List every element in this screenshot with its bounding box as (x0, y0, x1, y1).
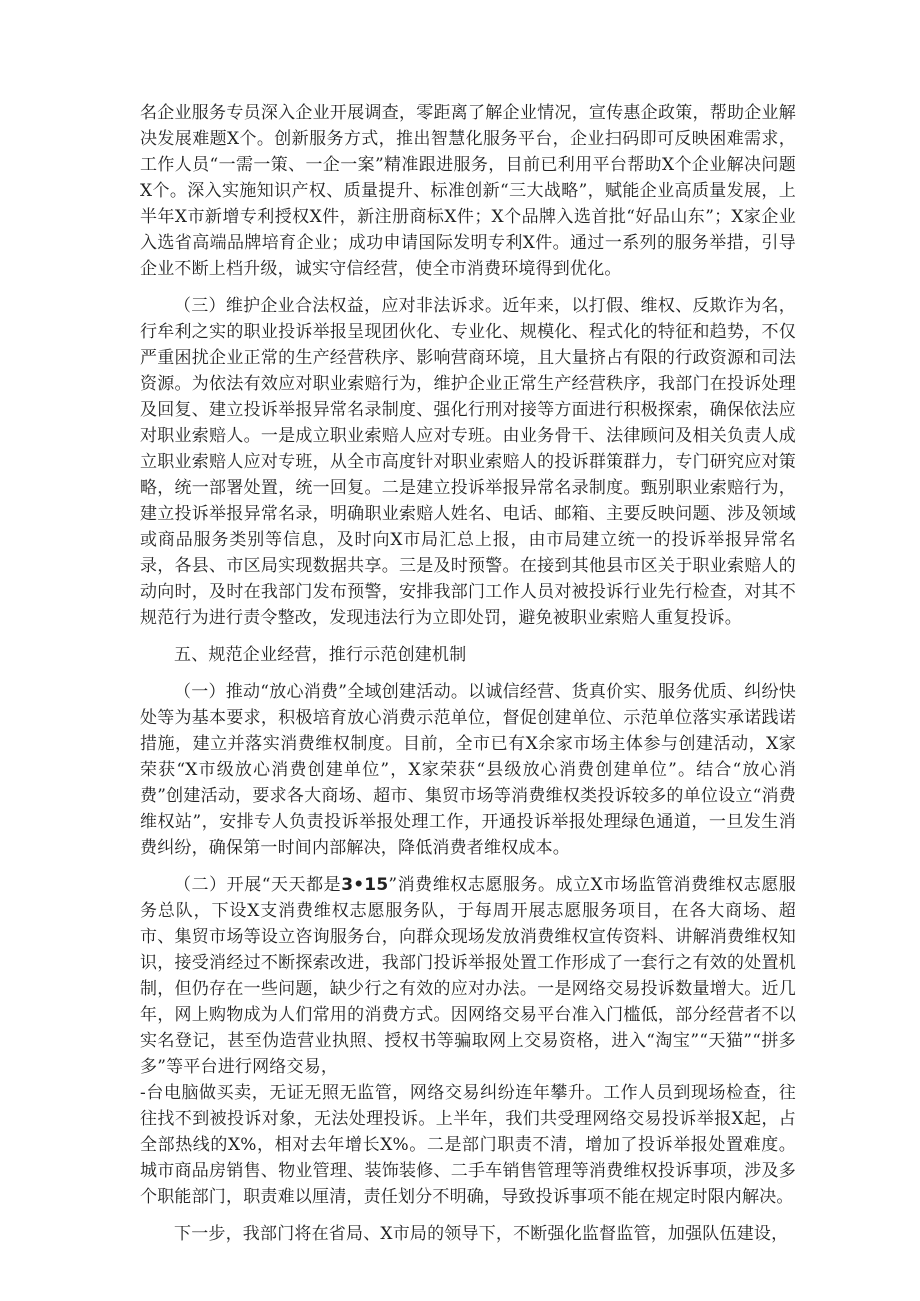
section-heading-five: 五、规范企业经营，推行示范创建机制 (174, 645, 467, 665)
paragraph-protect-rights: （三）维护企业合法权益，应对非法诉求。近年来，以打假、维权、反欺诈为名，行牟利之实的职业投诉举报呈现团伙化、专业化、规模化、程式化的特征和趋势，不仅严重困扰企业正常的生产经营秩序、影响营商环境，且大量挤占有限的行政资源和司法资源。为依法有效应对职业索赔行为，维护企业正常生产经营秩序，我部门在投诉处理及回复、建立投诉举报异常名录制度、强化行刑对接等方面进行积极探索，确保依法应对职业索赔人。一是成立职业索赔人应对专班。由业务骨干、法律顾问及相关负责人成立职业索赔人应对专班，从全市高度针对职业索赔人的投诉群策群力，专门研究应对策略，统一部署处置，统一回复。二是建立投诉举报异常名录制度。甄别职业索赔行为，建立投诉举报异常名录，明确职业索赔人姓名、电话、邮箱、主要反映问题、涉及领域或商品服务类别等信息，及时向X市局汇总上报，由市局建立统一的投诉举报异常名录，各县、市区局实现数据共享。三是及时预警。在接到其他县市区关于职业索赔人的动向时，及时在我部门发布预警，安排我部门工作人员对被投诉行业先行检查，对其不规范行为进行责令整改，发现违法行为立即处罚，避免被职业索赔人重复投诉。 (140, 296, 796, 628)
paragraph-volunteer-body: ”消费维权志愿服务。成立X市场监管消费维权志愿服务总队，下设X支消费维权志愿服务队，于每周开展志愿服务项目，在各大商场、超市、集贸市场等设立咨询服务台，向群众现场发放消费维权宣传资料、讲解消费维权知识，接受消经过不断探索改进，我部门投诉举报处置工作形成了一套行之有效的处置机制，但仍存在一些问题，缺少行之有效的应对办法。一是网络交易投诉数量增大。近几年，网上购物成为人们常用的消费方式。因网络交易平台准入门槛低，部分经营者不以实名登记，甚至伪造营业执照、授权书等骗取网上交易资格，进入“淘宝”“天猫”“拼多多”等平台进行网络交易， (140, 875, 796, 1077)
paragraph-enterprise-service: 名企业服务专员深入企业开展调查，零距离了解企业情况，宣传惠企政策，帮助企业解决发展难题X个。创新服务方式，推出智慧化服务平台，企业扫码即可反映困难需求，工作人员“一需一策、一企一案”精准跟进服务，目前已利用平台帮助X个企业解决问题X个。深入实施知识产权、质量提升、标准创新“三大战略”，赋能企业高质量发展，上半年X市新增专利授权X件，新注册商标X件；X个品牌入选首批“好品山东”；X家企业入选省高端品牌培育企业；成功申请国际发明专利X件。通过一系列的服务举措，引导企业不断上档升级，诚实守信经营，使全市消费环境得到优化。 (140, 103, 796, 279)
paragraph-online-trading: -台电脑做买卖，无证无照无监管，网络交易纠纷连年攀升。工作人员到现场检查，往往找不到被投诉对象，无法处理投诉。上半年，我们共受理网络交易投诉举报X起，占全部热线的X%，相对去年增长X%。二是部门职责不清，增加了投诉举报处置难度。城市商品房销售、物业管理、装饰装修、二手车销售管理等消费维权投诉事项，涉及多个职能部门，职责难以厘清，责任划分不明确，导致投诉事项不能在规定时限内解决。 (140, 1083, 796, 1207)
paragraph-volunteer-service (140, 872, 796, 1080)
paragraph-next-steps: 下一步，我部门将在省局、X市局的领导下，不断强化监督监管，加强队伍建设， (174, 1224, 789, 1244)
paragraph-volunteer-prefix: （二）开展“天天都是 (174, 875, 342, 895)
consumer-day-number: 3•15 (341, 875, 389, 895)
paragraph-assured-consumption: （一）推动“放心消费”全域创建活动。以诚信经营、货真价实、服务优质、纠纷快处等为基本要求，积极培育放心消费示范单位，督促创建单位、示范单位落实承诺践诺措施，建立并落实消费维权制度。目前，全市已有X余家市场主体参与创建活动，X家荣获“X市级放心消费创建单位”，X家荣获“县级放心消费创建单位”。结合“放心消费”创建活动，要求各大商场、超市、集贸市场等消费维权类投诉较多的单位设立“消费维权站”，安排专人负责投诉举报处理工作，开通投诉举报处理绿色通道，一旦发生消费纠纷，确保第一时间内部解决，降低消费者维权成本。 (140, 682, 796, 858)
document-page (140, 100, 796, 1258)
